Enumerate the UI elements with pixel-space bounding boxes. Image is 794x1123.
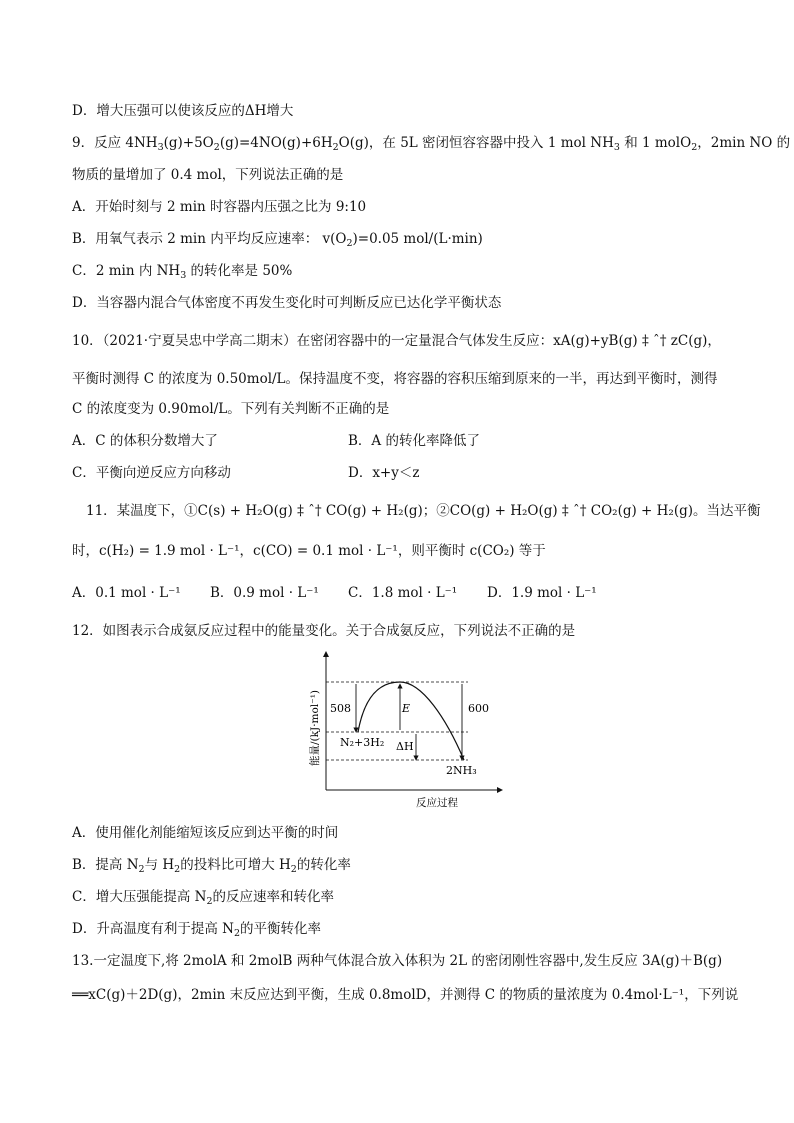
- q12-text: 的转化率: [296, 857, 351, 873]
- q12-option-a: A．使用催化剂能缩短该反应到达平衡的时间: [72, 825, 339, 841]
- q11-option-d: D．1.9 mol · L⁻¹: [487, 585, 597, 601]
- label-reactants: N₂+3H₂: [340, 736, 385, 749]
- q10-stem-line1: 10．（2021·宁夏吴忠中学高二期末）在密闭容器中的一定量混合气体发生反应：xA(g)+yB(g) ‡ ˆ† zC(g)，: [72, 333, 721, 349]
- q12-text: C．增大压强能提高 N: [72, 889, 207, 905]
- q8-option-d: D．增大压强可以使该反应的ΔH增大: [72, 103, 294, 119]
- q10-option-b: B．A 的转化率降低了: [348, 433, 480, 449]
- q9-text: B．用氧气表示 2 min 内平均反应速率： v(O: [72, 231, 347, 247]
- q9-text: 和 1 molO: [619, 135, 692, 151]
- subscript: 2: [691, 142, 698, 153]
- q9-stem-line1: [72, 134, 790, 157]
- q9-stem-line2: 物质的量增加了 0.4 mol，下列说法正确的是: [72, 167, 344, 183]
- q12-text: 的反应速率和转化率: [212, 889, 334, 905]
- q12-text: 的平衡转化率: [239, 921, 321, 937]
- q13-stem-line1: 13.一定温度下,将 2molA 和 2molB 两种气体混合放入体积为 2L 的密闭刚性容器中,发生反应 3A(g)＋B(g): [72, 953, 723, 969]
- q12-option-c: [72, 888, 334, 911]
- subscript: 2: [233, 928, 240, 939]
- q11-stem-line1: 11．某温度下，①C(s) + H₂O(g) ‡ ˆ† CO(g) + H₂(g)；②CO(g) + H₂O(g) ‡ ˆ† CO₂(g) + H₂(g)。当达平衡: [86, 503, 761, 519]
- q11-option-b: B．0.9 mol · L⁻¹: [210, 585, 319, 601]
- y-axis-label: 能量/(kJ·mol⁻¹): [309, 689, 321, 766]
- q10-stem-line3: C 的浓度变为 0.90mol/L。下列有关判断不正确的是: [72, 401, 390, 417]
- q10-option-c: C．平衡向逆反应方向移动: [72, 465, 231, 481]
- q9-text: C．2 min 内 NH: [72, 263, 181, 279]
- subscript: 2: [206, 896, 213, 907]
- subscript: 3: [180, 270, 187, 281]
- q12-text: 与 H: [144, 857, 175, 873]
- label-products: 2NH₃: [446, 764, 477, 777]
- subscript: 3: [157, 142, 164, 153]
- subscript: 2: [332, 142, 339, 153]
- label-dh: ΔH: [396, 740, 414, 753]
- q9-text: (g)+5O: [163, 135, 214, 151]
- q9-text: ，2min NO 的: [697, 135, 791, 151]
- x-axis-label: 反应过程: [416, 797, 458, 809]
- q9-option-a: A．开始时刻与 2 min 时容器内压强之比为 9:10: [72, 199, 367, 215]
- q11-option-c: C．1.8 mol · L⁻¹: [348, 585, 458, 601]
- subscript: 2: [174, 864, 181, 875]
- energy-diagram: [296, 648, 506, 813]
- q9-option-d: D．当容器内混合气体密度不再发生变化时可判断反应已达化学平衡状态: [72, 295, 502, 311]
- q12-option-d: [72, 920, 321, 943]
- q12-text: 的投料比可增大 H: [180, 857, 291, 873]
- subscript: 2: [138, 864, 145, 875]
- q13-stem-line2: ══xC(g)＋2D(g)，2min 末反应达到平衡，生成 0.8molD，并测得 C 的物质的量浓度为 0.4mol·L⁻¹，下列说: [72, 987, 739, 1003]
- subscript: 2: [346, 238, 353, 249]
- q12-option-b: [72, 856, 351, 879]
- subscript: 3: [613, 142, 620, 153]
- label-508: 508: [330, 702, 351, 715]
- subscript: 2: [213, 142, 220, 153]
- q12-text: B．提高 N: [72, 857, 139, 873]
- subscript: 2: [290, 864, 297, 875]
- q9-text: O(g)，在 5L 密闭恒容容器中投入 1 mol NH: [338, 135, 614, 151]
- q9-option-b: [72, 230, 483, 253]
- q12-text: D．升高温度有利于提高 N: [72, 921, 234, 937]
- q9-text: )=0.05 mol/(L·min): [352, 231, 483, 247]
- q12-stem: 12．如图表示合成氨反应过程中的能量变化。关于合成氨反应，下列说法不正确的是: [72, 623, 576, 639]
- q11-stem-line2: 时，c(H₂) = 1.9 mol · L⁻¹，c(CO) = 0.1 mol · L⁻¹，则平衡时 c(CO₂) 等于: [72, 543, 546, 559]
- q9-text: 9．反应 4NH: [72, 135, 158, 151]
- q10-stem-line2: 平衡时测得 C 的浓度为 0.50mol/L。保持温度不变，将容器的容积压缩到原来的一半，再达到平衡时，测得: [72, 371, 718, 387]
- label-e: E: [402, 702, 411, 715]
- q11-option-a: A．0.1 mol · L⁻¹: [72, 585, 181, 601]
- q9-option-c: [72, 262, 292, 285]
- q10-option-d: D．x+y＜z: [348, 465, 420, 481]
- q9-text: (g)=4NO(g)+6H: [219, 135, 333, 151]
- q9-text: 的转化率是 50%: [186, 263, 293, 279]
- label-600: 600: [468, 702, 489, 715]
- q10-option-a: A．C 的体积分数增大了: [72, 433, 218, 449]
